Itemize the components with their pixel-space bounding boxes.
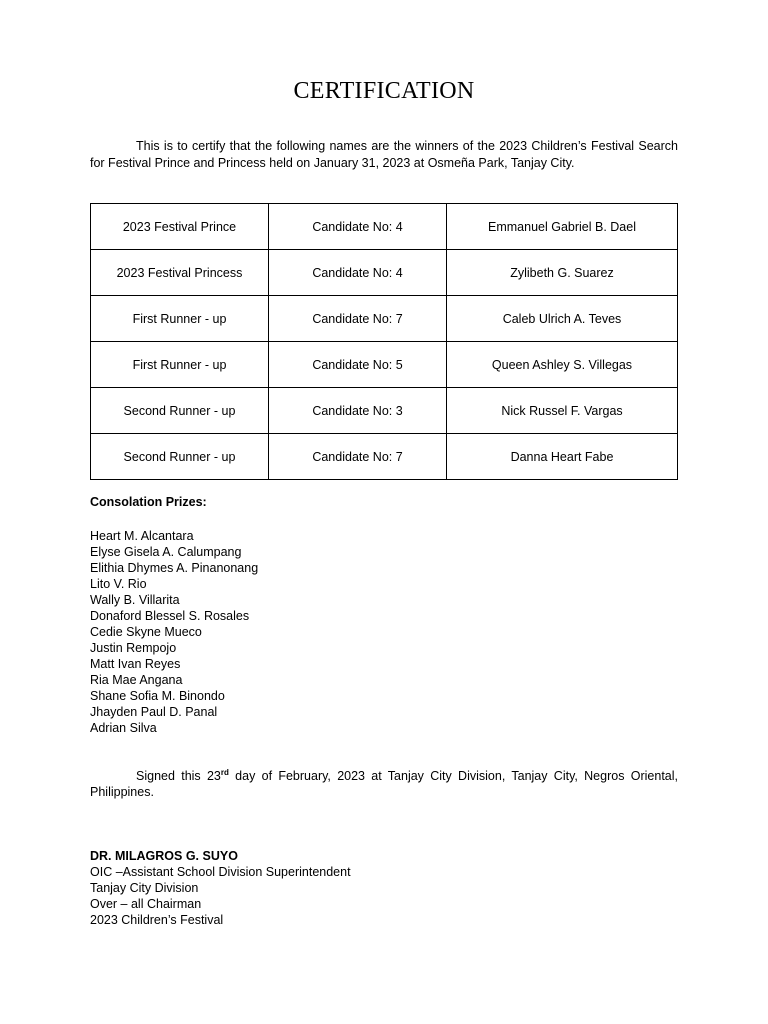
list-item: Justin Rempojo (90, 641, 177, 655)
award-title-cell: 2023 Festival Princess (91, 250, 269, 296)
candidate-number-cell: Candidate No: 5 (269, 342, 447, 388)
candidate-number-cell: Candidate No: 4 (269, 250, 447, 296)
consolation-heading: Consolation Prizes: (90, 495, 207, 509)
candidate-number-cell: Candidate No: 7 (269, 434, 447, 480)
table-row (91, 204, 678, 250)
award-title-cell: First Runner - up (91, 296, 269, 342)
list-item: Elithia Dhymes A. Pinanonang (90, 561, 259, 575)
winner-name-cell: Queen Ashley S. Villegas (447, 342, 678, 388)
signatory-line: Tanjay City Division (90, 881, 199, 895)
list-item: Elyse Gisela A. Calumpang (90, 545, 242, 559)
list-item: Lito V. Rio (90, 577, 147, 591)
signatory-block (90, 848, 351, 928)
list-item: Wally B. Villarita (90, 593, 180, 607)
winner-name-cell: Caleb Ulrich A. Teves (447, 296, 678, 342)
table-row (91, 342, 678, 388)
signatory-name: DR. MILAGROS G. SUYO (90, 849, 238, 863)
list-item: Adrian Silva (90, 721, 157, 735)
candidate-number-cell: Candidate No: 7 (269, 296, 447, 342)
winner-name-cell: Zylibeth G. Suarez (447, 250, 678, 296)
candidate-number-cell: Candidate No: 4 (269, 204, 447, 250)
list-item: Shane Sofia M. Binondo (90, 689, 225, 703)
table-row (91, 388, 678, 434)
list-item: Jhayden Paul D. Panal (90, 705, 218, 719)
award-title-cell: 2023 Festival Prince (91, 204, 269, 250)
award-title-cell: First Runner - up (91, 342, 269, 388)
winner-name-cell: Emmanuel Gabriel B. Dael (447, 204, 678, 250)
award-title-cell: Second Runner - up (91, 388, 269, 434)
signatory-line: Over – all Chairman (90, 897, 202, 911)
winner-name-cell: Nick Russel F. Vargas (447, 388, 678, 434)
list-item: Heart M. Alcantara (90, 529, 194, 543)
signatory-line: OIC –Assistant School Division Superintendent (90, 865, 351, 879)
winners-table (90, 203, 678, 480)
table-row (91, 296, 678, 342)
table-row (91, 250, 678, 296)
table-row (91, 434, 678, 480)
award-title-cell: Second Runner - up (91, 434, 269, 480)
consolation-list (90, 528, 258, 736)
list-item: Cedie Skyne Mueco (90, 625, 202, 639)
winner-name-cell: Danna Heart Fabe (447, 434, 678, 480)
signatory-line: 2023 Children’s Festival (90, 913, 224, 927)
candidate-number-cell: Candidate No: 3 (269, 388, 447, 434)
intro-text: This is to certify that the following names are the winners of the 2023 Children’s Festival Search for Festival Prince and Princess held on January 31, 2023 at Osmeña Park, Tanjay City. (90, 139, 678, 170)
signed-text-before: Signed this 23 (136, 769, 221, 783)
signed-paragraph (90, 768, 678, 800)
list-item: Donaford Blessel S. Rosales (90, 609, 250, 623)
document-title: CERTIFICATION (293, 78, 475, 104)
list-item: Matt Ivan Reyes (90, 657, 181, 671)
intro-paragraph (90, 138, 678, 172)
signed-day-suffix: rd (220, 767, 229, 777)
list-item: Ria Mae Angana (90, 673, 183, 687)
signed-text-after: day of February, 2023 at Tanjay City Division, Tanjay City, Negros Oriental, Philippines. (90, 769, 678, 799)
